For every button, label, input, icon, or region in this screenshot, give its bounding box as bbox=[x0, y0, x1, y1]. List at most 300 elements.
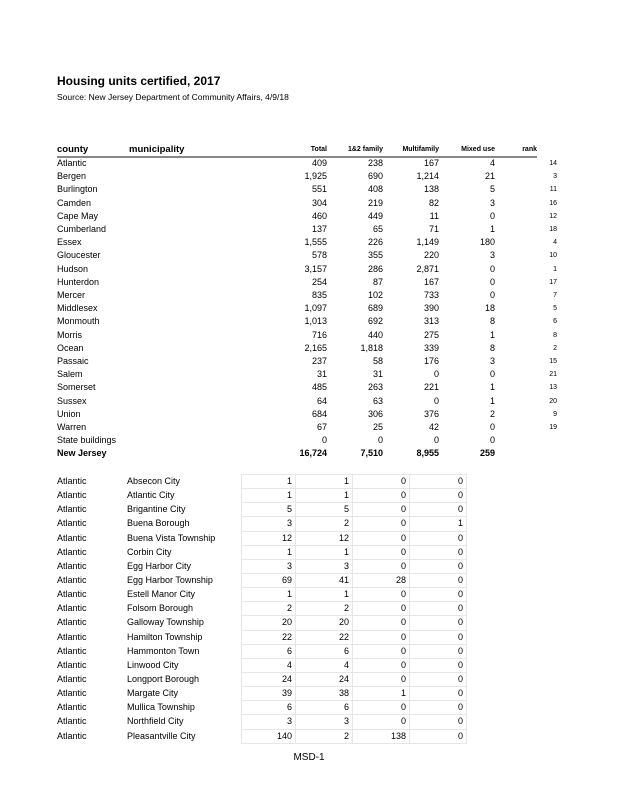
mixed-use-cell: 0 bbox=[489, 435, 495, 446]
total-cell: 409 bbox=[311, 158, 327, 168]
table-row bbox=[57, 157, 557, 170]
mixed-use-cell: 21 bbox=[484, 171, 495, 182]
total-cell: 4 bbox=[242, 658, 296, 672]
mixed-use-cell: 3 bbox=[489, 197, 495, 208]
multifamily-cell: 733 bbox=[423, 290, 439, 301]
mixed-use-cell: 0 bbox=[410, 531, 467, 545]
table-row bbox=[57, 658, 467, 672]
municipality-cell bbox=[127, 223, 251, 236]
table-row bbox=[57, 644, 467, 658]
multifamily-cell: 339 bbox=[423, 342, 439, 353]
mixed-use-cell: 0 bbox=[410, 503, 467, 517]
mixed-use-cell: 0 bbox=[410, 715, 467, 729]
rank-cell bbox=[495, 434, 557, 447]
municipality-cell bbox=[127, 342, 251, 355]
municipality-cell: Egg Harbor City bbox=[127, 560, 192, 571]
rank-cell: 2 bbox=[553, 344, 557, 352]
county-cell: Essex bbox=[57, 237, 82, 248]
mixed-use-cell: 0 bbox=[410, 672, 467, 686]
total-cell: 140 bbox=[242, 729, 296, 743]
total-cell: 254 bbox=[311, 276, 327, 287]
county-cell: Burlington bbox=[57, 184, 98, 195]
total-cell: 1,097 bbox=[304, 303, 327, 314]
family-cell: 692 bbox=[367, 316, 383, 327]
multifamily-cell: 167 bbox=[423, 276, 439, 287]
table-row bbox=[57, 276, 557, 289]
family-cell: 102 bbox=[367, 290, 383, 301]
total-cell: 2,165 bbox=[304, 342, 327, 353]
municipality-cell bbox=[127, 355, 251, 368]
family-cell: 355 bbox=[367, 250, 383, 261]
county-cell: Atlantic bbox=[57, 476, 87, 487]
total-cell: 12 bbox=[242, 531, 296, 545]
county-cell: Atlantic bbox=[57, 702, 87, 713]
municipality-cell bbox=[127, 183, 251, 196]
multifamily-cell: 0 bbox=[353, 630, 410, 644]
family-cell: 38 bbox=[296, 687, 353, 701]
multifamily-cell: 176 bbox=[423, 356, 439, 367]
municipality-cell bbox=[127, 289, 251, 302]
municipality-cell bbox=[127, 421, 251, 434]
total-cell: 67 bbox=[316, 422, 327, 433]
multifamily-cell: 0 bbox=[353, 503, 410, 517]
total-cell: 460 bbox=[311, 210, 327, 221]
family-cell: 690 bbox=[367, 171, 383, 182]
municipality-cell bbox=[127, 408, 251, 421]
family-cell: 1 bbox=[296, 489, 353, 503]
mixed-use-cell: 0 bbox=[410, 573, 467, 587]
rank-cell: 12 bbox=[549, 212, 557, 220]
mixed-use-cell: 1 bbox=[489, 329, 495, 340]
county-cell: Passaic bbox=[57, 356, 89, 367]
family-cell: 87 bbox=[372, 276, 383, 287]
total-cell: 31 bbox=[316, 369, 327, 380]
table-row bbox=[57, 197, 557, 210]
county-cell: Atlantic bbox=[57, 518, 87, 529]
table-row bbox=[57, 315, 557, 328]
family-cell: 689 bbox=[367, 303, 383, 314]
total-cell: 22 bbox=[242, 630, 296, 644]
table-row bbox=[57, 236, 557, 249]
table-row bbox=[57, 531, 467, 545]
family-cell: 2 bbox=[296, 729, 353, 743]
mixed-use-cell: 0 bbox=[410, 588, 467, 602]
table-row bbox=[57, 715, 467, 729]
table-row bbox=[57, 170, 557, 183]
multifamily-cell: 313 bbox=[423, 316, 439, 327]
family-cell: 24 bbox=[296, 672, 353, 686]
rank-cell: 5 bbox=[553, 305, 557, 313]
table-row bbox=[57, 263, 557, 276]
municipality-cell: Longport Borough bbox=[127, 674, 200, 685]
multifamily-cell: 11 bbox=[429, 210, 439, 221]
family-cell: 2 bbox=[296, 517, 353, 531]
header-municipality: municipality bbox=[129, 144, 185, 155]
mixed-use-cell: 1 bbox=[410, 517, 467, 531]
family-cell: 63 bbox=[372, 395, 383, 406]
mixed-use-cell: 0 bbox=[410, 687, 467, 701]
total-cell: 6 bbox=[242, 701, 296, 715]
multifamily-cell: 0 bbox=[353, 715, 410, 729]
mixed-use-cell: 4 bbox=[489, 158, 495, 168]
table-row bbox=[57, 381, 557, 394]
mixed-use-cell: 0 bbox=[410, 616, 467, 630]
multifamily-cell: 0 bbox=[353, 701, 410, 715]
multifamily-cell: 82 bbox=[428, 197, 439, 208]
mixed-use-cell: 0 bbox=[410, 630, 467, 644]
municipality-cell bbox=[127, 170, 251, 183]
county-cell: Cape May bbox=[57, 210, 99, 221]
total-cell: 1,555 bbox=[304, 237, 327, 248]
municipality-cell bbox=[127, 236, 251, 249]
total-cell: 2 bbox=[242, 602, 296, 616]
multifamily-cell: 0 bbox=[353, 588, 410, 602]
state-total-row bbox=[57, 447, 557, 460]
family-cell: 440 bbox=[367, 329, 383, 340]
mixed-use-cell: 0 bbox=[410, 701, 467, 715]
municipality-cell: Margate City bbox=[127, 688, 179, 699]
multifamily-cell: 220 bbox=[423, 250, 439, 261]
total-cell: 3,157 bbox=[304, 263, 327, 274]
municipality-cell bbox=[127, 381, 251, 394]
table-row bbox=[57, 223, 557, 236]
municipality-cell bbox=[127, 197, 251, 210]
multifamily-cell: 0 bbox=[433, 395, 439, 406]
family-cell: 1,818 bbox=[360, 342, 383, 353]
total-cell: 304 bbox=[311, 197, 327, 208]
municipality-cell: Hamilton Township bbox=[127, 631, 203, 642]
mixed-use-cell: 1 bbox=[489, 382, 495, 393]
municipality-cell bbox=[127, 395, 251, 408]
multifamily-cell: 28 bbox=[353, 573, 410, 587]
mixed-use-cell: 0 bbox=[410, 602, 467, 616]
family-cell: 6 bbox=[296, 701, 353, 715]
family-cell: 3 bbox=[296, 559, 353, 573]
total-cell: 485 bbox=[311, 382, 327, 393]
municipality-cell bbox=[127, 315, 251, 328]
table-row bbox=[57, 368, 557, 381]
county-cell: Cumberland bbox=[57, 224, 107, 235]
table-row bbox=[57, 183, 557, 196]
table-row bbox=[57, 434, 557, 447]
county-cell: Atlantic bbox=[57, 617, 87, 628]
county-cell: Atlantic bbox=[57, 674, 87, 685]
rank-cell: 8 bbox=[553, 331, 557, 339]
total-cell: 69 bbox=[242, 573, 296, 587]
total-cell: 6 bbox=[242, 644, 296, 658]
total-cell: 551 bbox=[311, 184, 327, 195]
county-cell: Atlantic bbox=[57, 716, 87, 727]
family-cell: 25 bbox=[372, 422, 383, 433]
family-cell: 219 bbox=[367, 197, 383, 208]
municipality-cell: Pleasantville City bbox=[127, 730, 196, 741]
multifamily-cell: 0 bbox=[353, 672, 410, 686]
multifamily-cell: 0 bbox=[353, 475, 410, 489]
table-row bbox=[57, 329, 557, 342]
county-cell: Atlantic bbox=[57, 504, 87, 515]
family-cell: 286 bbox=[367, 263, 383, 274]
county-cell: Middlesex bbox=[57, 303, 98, 314]
family-cell: 7,510 bbox=[360, 448, 383, 459]
header-total: Total bbox=[310, 146, 327, 153]
table-row bbox=[57, 210, 557, 223]
county-cell: Monmouth bbox=[57, 316, 100, 327]
total-cell: 835 bbox=[311, 290, 327, 301]
county-cell: Atlantic bbox=[57, 158, 87, 168]
municipality-cell: Buena Vista Township bbox=[127, 532, 216, 543]
multifamily-cell: 0 bbox=[353, 616, 410, 630]
municipality-cell bbox=[127, 329, 251, 342]
mixed-use-cell: 0 bbox=[410, 545, 467, 559]
table-row bbox=[57, 395, 557, 408]
county-cell: Atlantic bbox=[57, 546, 87, 557]
multifamily-cell: 8,955 bbox=[416, 448, 439, 459]
multifamily-cell: 138 bbox=[423, 184, 439, 195]
table-row bbox=[57, 342, 557, 355]
multifamily-cell: 0 bbox=[353, 517, 410, 531]
total-cell: 5 bbox=[242, 503, 296, 517]
mixed-use-cell: 2 bbox=[489, 408, 495, 419]
multifamily-cell: 0 bbox=[353, 644, 410, 658]
municipality-cell bbox=[127, 276, 251, 289]
total-cell: 1,013 bbox=[304, 316, 327, 327]
mixed-use-cell: 0 bbox=[410, 489, 467, 503]
mixed-use-cell: 0 bbox=[489, 276, 495, 287]
total-cell: 1 bbox=[242, 545, 296, 559]
family-cell: 238 bbox=[367, 158, 383, 168]
multifamily-cell: 42 bbox=[428, 422, 439, 433]
family-cell: 41 bbox=[296, 573, 353, 587]
family-cell: 263 bbox=[367, 382, 383, 393]
municipality-cell: Hammonton Town bbox=[127, 645, 200, 656]
header-family: 1&2 family bbox=[347, 146, 383, 153]
municipality-cell bbox=[127, 210, 251, 223]
county-cell: Hudson bbox=[57, 263, 89, 274]
county-cell: Atlantic bbox=[57, 688, 87, 699]
multifamily-cell: 390 bbox=[423, 303, 439, 314]
total-cell: 578 bbox=[311, 250, 327, 261]
mixed-use-cell: 0 bbox=[410, 559, 467, 573]
mixed-use-cell: 1 bbox=[489, 395, 495, 406]
county-cell: Atlantic bbox=[57, 575, 87, 586]
table-row bbox=[57, 355, 557, 368]
rank-cell: 14 bbox=[549, 160, 557, 167]
table-row bbox=[57, 630, 467, 644]
county-cell: Somerset bbox=[57, 382, 96, 393]
municipality-cell: Brigantine City bbox=[127, 504, 186, 515]
family-cell: 4 bbox=[296, 658, 353, 672]
multifamily-cell: 1,149 bbox=[416, 237, 439, 248]
mixed-use-cell: 0 bbox=[489, 422, 495, 433]
municipality-cell: Linwood City bbox=[127, 659, 179, 670]
table-row bbox=[57, 701, 467, 715]
total-cell: 3 bbox=[242, 715, 296, 729]
family-cell: 408 bbox=[367, 184, 383, 195]
multifamily-cell: 2,871 bbox=[416, 263, 439, 274]
table-row bbox=[57, 249, 557, 262]
municipality-cell bbox=[127, 249, 251, 262]
header-rank: rank bbox=[522, 146, 537, 153]
total-cell: 684 bbox=[311, 408, 327, 419]
table-row bbox=[57, 489, 467, 503]
rank-cell: 10 bbox=[549, 252, 557, 260]
family-cell: 0 bbox=[377, 435, 383, 446]
multifamily-cell: 0 bbox=[353, 602, 410, 616]
family-cell: 12 bbox=[296, 531, 353, 545]
rank-cell: 9 bbox=[553, 410, 557, 418]
table-row bbox=[57, 421, 557, 434]
multifamily-cell: 0 bbox=[433, 435, 439, 446]
municipality-cell bbox=[127, 263, 251, 276]
mixed-use-cell: 0 bbox=[489, 210, 495, 221]
table-row bbox=[57, 302, 557, 315]
total-cell: 716 bbox=[311, 329, 327, 340]
multifamily-cell: 1 bbox=[353, 687, 410, 701]
municipality-cell: Corbin City bbox=[127, 546, 172, 557]
mixed-use-cell: 8 bbox=[489, 316, 495, 327]
mixed-use-cell: 5 bbox=[489, 184, 495, 195]
mixed-use-cell: 0 bbox=[410, 644, 467, 658]
mixed-use-cell: 1 bbox=[489, 224, 495, 235]
table-row bbox=[57, 559, 467, 573]
table-header bbox=[57, 143, 537, 158]
county-cell: Atlantic bbox=[57, 560, 87, 571]
county-cell: Hunterdon bbox=[57, 276, 100, 287]
county-cell: Atlantic bbox=[57, 589, 87, 600]
municipality-cell: Absecon City bbox=[127, 476, 181, 487]
family-cell: 1 bbox=[296, 545, 353, 559]
rank-cell: 18 bbox=[549, 226, 557, 234]
multifamily-cell: 0 bbox=[353, 531, 410, 545]
family-cell: 6 bbox=[296, 644, 353, 658]
municipality-cell: Folsom Borough bbox=[127, 603, 194, 614]
total-cell: 1 bbox=[242, 475, 296, 489]
table-row bbox=[57, 672, 467, 686]
total-cell: 64 bbox=[316, 395, 327, 406]
total-cell: 1,925 bbox=[304, 171, 327, 182]
county-cell: Ocean bbox=[57, 342, 84, 353]
municipality-cell: Buena Borough bbox=[127, 518, 190, 529]
table-row bbox=[57, 289, 557, 302]
total-cell: 237 bbox=[311, 356, 327, 367]
rank-cell: 15 bbox=[549, 358, 557, 366]
municipality-cell bbox=[127, 434, 251, 447]
family-cell: 306 bbox=[367, 408, 383, 419]
page-footer: MSD-1 bbox=[293, 752, 325, 763]
municipality-detail-table bbox=[57, 474, 467, 744]
mixed-use-cell: 0 bbox=[410, 729, 467, 743]
municipality-cell: Mullica Township bbox=[127, 702, 195, 713]
county-cell: Atlantic bbox=[57, 645, 87, 656]
county-summary-table bbox=[57, 157, 557, 461]
mixed-use-cell: 0 bbox=[410, 658, 467, 672]
family-cell: 226 bbox=[367, 237, 383, 248]
total-cell: 3 bbox=[242, 517, 296, 531]
rank-cell: 16 bbox=[549, 199, 557, 207]
municipality-cell: Egg Harbor Township bbox=[127, 575, 213, 586]
county-cell: Union bbox=[57, 408, 81, 419]
family-cell: 5 bbox=[296, 503, 353, 517]
rank-cell: 19 bbox=[549, 424, 557, 432]
total-cell: 24 bbox=[242, 672, 296, 686]
table-row bbox=[57, 588, 467, 602]
total-cell: 39 bbox=[242, 687, 296, 701]
rank-cell: 21 bbox=[549, 371, 557, 379]
rank-cell: 4 bbox=[553, 239, 557, 247]
mixed-use-cell: 0 bbox=[489, 263, 495, 274]
multifamily-cell: 0 bbox=[353, 545, 410, 559]
rank-cell: 20 bbox=[549, 397, 557, 405]
total-cell: 0 bbox=[321, 435, 327, 446]
rank-cell: 1 bbox=[553, 265, 557, 273]
multifamily-cell: 167 bbox=[423, 158, 439, 168]
family-cell: 2 bbox=[296, 602, 353, 616]
county-cell: Atlantic bbox=[57, 490, 87, 501]
rank-cell: 7 bbox=[553, 292, 557, 300]
rank-cell: 3 bbox=[553, 173, 557, 181]
county-cell: Bergen bbox=[57, 171, 87, 182]
table-row bbox=[57, 573, 467, 587]
family-cell: 3 bbox=[296, 715, 353, 729]
county-cell: Morris bbox=[57, 329, 82, 340]
rank-cell: 11 bbox=[549, 186, 557, 194]
multifamily-cell: 376 bbox=[423, 408, 439, 419]
family-cell: 1 bbox=[296, 475, 353, 489]
multifamily-cell: 1,214 bbox=[416, 171, 439, 182]
multifamily-cell: 221 bbox=[423, 382, 439, 393]
municipality-cell bbox=[127, 447, 251, 460]
rank-cell: 6 bbox=[553, 318, 557, 326]
table-row bbox=[57, 545, 467, 559]
municipality-cell bbox=[127, 157, 251, 170]
multifamily-cell: 275 bbox=[423, 329, 439, 340]
county-cell: Warren bbox=[57, 422, 87, 433]
source-note: Source: New Jersey Department of Community Affairs, 4/9/18 bbox=[57, 92, 289, 102]
family-cell: 22 bbox=[296, 630, 353, 644]
family-cell: 449 bbox=[367, 210, 383, 221]
municipality-cell: Northfield City bbox=[127, 716, 184, 727]
header-multifamily: Multifamily bbox=[402, 146, 439, 153]
header-county: county bbox=[57, 144, 89, 155]
mixed-use-cell: 0 bbox=[489, 290, 495, 301]
county-cell: Atlantic bbox=[57, 631, 87, 642]
county-cell: State buildings bbox=[57, 435, 117, 446]
county-cell: Atlantic bbox=[57, 730, 87, 741]
table-row bbox=[57, 408, 557, 421]
mixed-use-cell: 18 bbox=[484, 303, 495, 314]
county-cell: Atlantic bbox=[57, 532, 87, 543]
page-title: Housing units certified, 2017 bbox=[57, 74, 221, 88]
total-cell: 16,724 bbox=[299, 448, 327, 459]
multifamily-cell: 0 bbox=[433, 369, 439, 380]
table-row bbox=[57, 517, 467, 531]
mixed-use-cell: 3 bbox=[489, 356, 495, 367]
family-cell: 58 bbox=[372, 356, 383, 367]
total-cell: 1 bbox=[242, 489, 296, 503]
county-cell: Gloucester bbox=[57, 250, 101, 261]
rank-cell: 17 bbox=[549, 278, 557, 286]
family-cell: 65 bbox=[372, 224, 383, 235]
county-cell: Salem bbox=[57, 369, 83, 380]
family-cell: 20 bbox=[296, 616, 353, 630]
header-mixed-use: Mixed use bbox=[461, 146, 495, 153]
mixed-use-cell: 259 bbox=[479, 448, 495, 459]
county-cell: Mercer bbox=[57, 290, 86, 301]
multifamily-cell: 138 bbox=[353, 729, 410, 743]
mixed-use-cell: 180 bbox=[479, 237, 495, 248]
county-cell: Atlantic bbox=[57, 659, 87, 670]
municipality-cell bbox=[127, 302, 251, 315]
